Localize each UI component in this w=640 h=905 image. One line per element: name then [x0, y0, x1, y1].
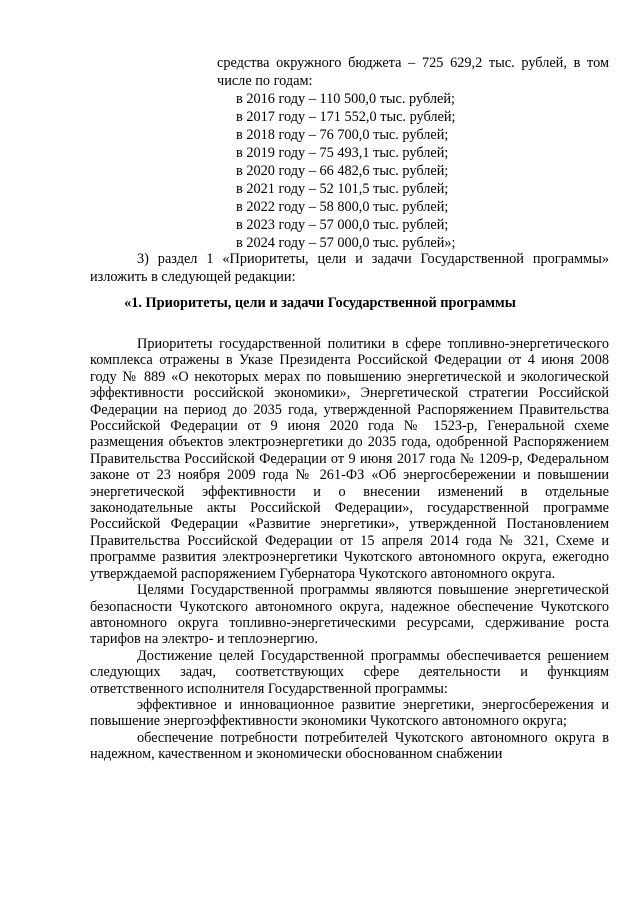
paragraph-goals: Целями Государственной программы являются повышение энергетической безопасности Чукотского автономного округа, надежное обеспечение Чукотского автономного округа топливно-энергетическими ресурсами, сдерживание роста тарифов на электро- и теплоэнергию.	[90, 582, 609, 648]
budget-year-item: в 2021 году – 52 101,5 тыс. рублей;	[236, 181, 449, 197]
paragraph-tasks-intro: Достижение целей Государственной программы обеспечивается решением следующих задач, соответствующих сфере деятельности и функциям ответственного исполнителя Государственной программы:	[90, 647, 609, 697]
budget-year-item: в 2018 году – 76 700,0 тыс. рублей;	[236, 127, 449, 143]
section-heading: «1. Приоритеты, цели и задачи Государственной программы	[124, 295, 516, 311]
budget-year-item: в 2019 году – 75 493,1 тыс. рублей;	[236, 145, 449, 161]
budget-year-item: в 2022 году – 58 800,0 тыс. рублей;	[236, 199, 449, 215]
budget-year-item: в 2024 году – 57 000,0 тыс. рублей»;	[236, 235, 456, 251]
budget-year-item: в 2017 году – 171 552,0 тыс. рублей;	[236, 109, 456, 125]
budget-block	[217, 54, 609, 252]
paragraph-task-2: обеспечение потребности потребителей Чукотского автономного округа в надежном, качественном и экономически обоснованном снабжении	[90, 729, 609, 763]
budget-year-item: в 2016 году – 110 500,0 тыс. рублей;	[236, 91, 455, 107]
budget-year-list	[217, 90, 609, 252]
section-body	[90, 336, 609, 763]
amendment-paragraph: 3) раздел 1 «Приоритеты, цели и задачи Государственной программы» изложить в следующей редакции:	[90, 251, 609, 285]
paragraph-priorities: Приоритеты государственной политики в сфере топливно-энергетического комплекса отражены в Указе Президента Российской Федерации от 4 июня 2008 году № 889 «О некоторых мерах по повышению энергетической и экологической эффективности российской экономики», Энергетической стратегии Российской Федерации на период до 2035 года, утвержденной Распоряжением Правительства Российской Федерации от 9 июня 2020 года № 1523-р, Генеральной схеме размещения объектов электроэнергетики до 2035 года, одобренной Распоряжением Правительства Российской Федерации от 9 июня 2017 года № 1209-р, Федеральном законе от 23 ноября 2009 года № 261-ФЗ «Об энергосбережении и повышении энергетической эффективности и о внесении изменений в отдельные законодательные акты Российской Федерации», государственной программе Российской Федерации «Развитие энергетики», утвержденной Постановлением Правительства Российской Федерации от 15 апреля 2014 года № 321, Схеме и программе развития электроэнергетики Чукотского автономного округа, ежегодно утверждаемой распоряжением Губернатора Чукотского автономного округа.	[90, 336, 609, 582]
budget-intro: средства окружного бюджета – 725 629,2 тыс. рублей, в том числе по годам:	[217, 55, 609, 89]
budget-year-item: в 2020 году – 66 482,6 тыс. рублей;	[236, 163, 449, 179]
budget-year-item: в 2023 году – 57 000,0 тыс. рублей;	[236, 217, 449, 233]
paragraph-task-1: эффективное и инновационное развитие энергетики, энергосбережения и повышение энергоэффективности экономики Чукотского автономного округа;	[90, 696, 609, 730]
